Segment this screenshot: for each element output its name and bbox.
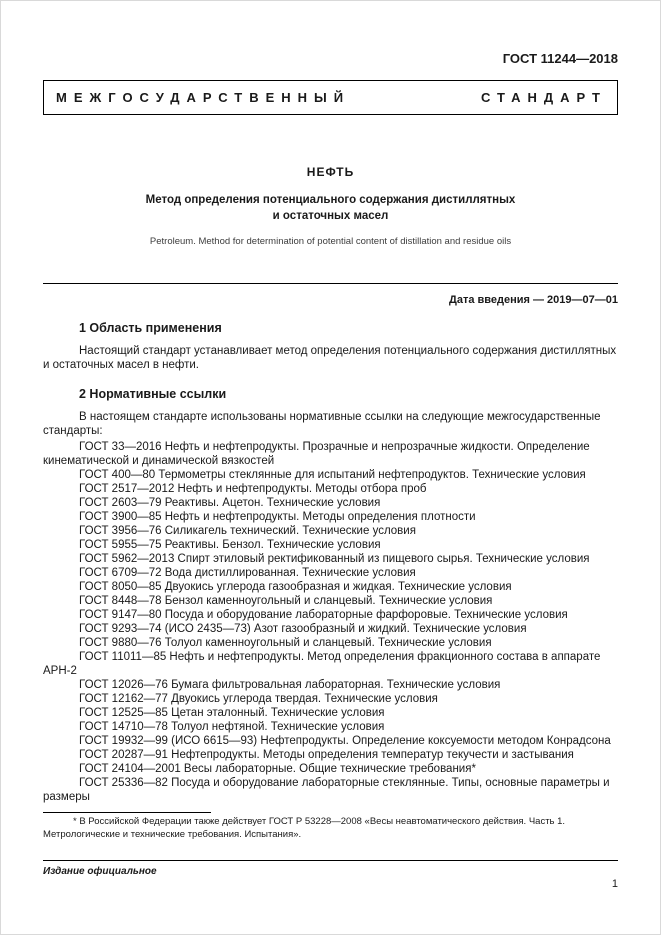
reference-item: ГОСТ 8050—85 Двуокись углерода газообразная и жидкая. Технические условия xyxy=(79,581,512,593)
reference-item: ГОСТ 11011—85 Нефть и нефтепродукты. Метод определения фракционного состава в аппарате АРН-2 xyxy=(43,651,601,677)
document-subject: НЕФТЬ xyxy=(306,165,355,179)
reference-item: ГОСТ 5962—2013 Спирт этиловый ректификованный из пищевого сырья. Технические условия xyxy=(79,553,590,565)
official-edition-label: Издание официальное xyxy=(43,866,157,877)
standard-banner xyxy=(43,80,618,115)
reference-item: ГОСТ 3900—85 Нефть и нефтепродукты. Методы определения плотности xyxy=(79,511,476,523)
document-title-english: Petroleum. Method for determination of potential content of distillation and residue oils xyxy=(149,236,512,247)
page-content xyxy=(1,1,660,841)
footer-row xyxy=(43,866,618,890)
footer-rule xyxy=(43,860,618,861)
section-2-intro: В настоящем стандарте использованы нормативные ссылки на следующие межгосударственные стандарты: xyxy=(43,411,601,437)
footnote-text: * В Российской Федерации также действует ГОСТ Р 53228—2008 «Весы неавтоматического действия. Часть 1. Метрологические и технические требования. Испытания». xyxy=(43,816,566,840)
document-title-line-2: и остаточных масел xyxy=(272,210,389,222)
reference-item: ГОСТ 3956—76 Силикагель технический. Технические условия xyxy=(79,525,416,537)
banner-word-1: МЕЖГОСУДАРСТВЕННЫЙ xyxy=(56,90,351,105)
reference-item: ГОСТ 2603—79 Реактивы. Ацетон. Технические условия xyxy=(79,497,381,509)
reference-item: ГОСТ 12162—77 Двуокись углерода твердая. Технические условия xyxy=(79,693,438,705)
reference-item: ГОСТ 5955—75 Реактивы. Бензол. Технические условия xyxy=(79,539,381,551)
doc-number: ГОСТ 11244—2018 xyxy=(502,51,618,66)
section-heading-1: 1 Область применения xyxy=(79,321,222,335)
section-1-paragraph: Настоящий стандарт устанавливает метод определения потенциального содержания дистиллятных и остаточных масел в нефти. xyxy=(43,345,617,371)
reference-item: ГОСТ 9293—74 (ИСО 2435—73) Азот газообразный и жидкий. Технические условия xyxy=(79,623,527,635)
reference-item: ГОСТ 12026—76 Бумага фильтровальная лабораторная. Технические условия xyxy=(79,679,501,691)
reference-item: ГОСТ 2517—2012 Нефть и нефтепродукты. Методы отбора проб xyxy=(79,483,427,495)
document-title xyxy=(43,192,618,224)
reference-item: ГОСТ 12525—85 Цетан эталонный. Технические условия xyxy=(79,707,385,719)
reference-item: ГОСТ 20287—91 Нефтепродукты. Методы определения температур текучести и застывания xyxy=(79,749,574,761)
references-list xyxy=(43,440,618,804)
footnote-rule xyxy=(43,812,211,813)
reference-item: ГОСТ 24104—2001 Весы лабораторные. Общие технические требования* xyxy=(79,763,476,775)
title-separator-rule xyxy=(43,283,618,284)
reference-item: ГОСТ 9147—80 Посуда и оборудование лабораторные фарфоровые. Технические условия xyxy=(79,609,568,621)
reference-item: ГОСТ 8448—78 Бензол каменноугольный и сланцевый. Технические условия xyxy=(79,595,493,607)
section-heading-2: 2 Нормативные ссылки xyxy=(79,387,227,401)
reference-item: ГОСТ 19932—99 (ИСО 6615—93) Нефтепродукты. Определение коксуемости методом Конрадсона xyxy=(79,735,611,747)
reference-item: ГОСТ 400—80 Термометры стеклянные для испытаний нефтепродуктов. Технические условия xyxy=(79,469,586,481)
document-title-line-1: Метод определения потенциального содержания дистиллятных xyxy=(145,194,516,206)
reference-item: ГОСТ 25336—82 Посуда и оборудование лабораторные стеклянные. Типы, основные параметры и размеры xyxy=(43,777,610,803)
reference-item: ГОСТ 14710—78 Толуол нефтяной. Технические условия xyxy=(79,721,385,733)
banner-word-2: СТАНДАРТ xyxy=(480,90,607,105)
footnote-block xyxy=(43,812,618,841)
page-number: 1 xyxy=(611,878,618,890)
reference-item: ГОСТ 33—2016 Нефть и нефтепродукты. Прозрачные и непрозрачные жидкости. Определение кинематической и динамической вязкостей xyxy=(43,441,590,467)
page-footer xyxy=(43,860,618,890)
reference-item: ГОСТ 9880—76 Толуол каменноугольный и сланцевый. Технические условия xyxy=(79,637,492,649)
date-of-introduction: Дата введения — 2019—07—01 xyxy=(449,294,618,306)
reference-item: ГОСТ 6709—72 Вода дистиллированная. Технические условия xyxy=(79,567,416,579)
